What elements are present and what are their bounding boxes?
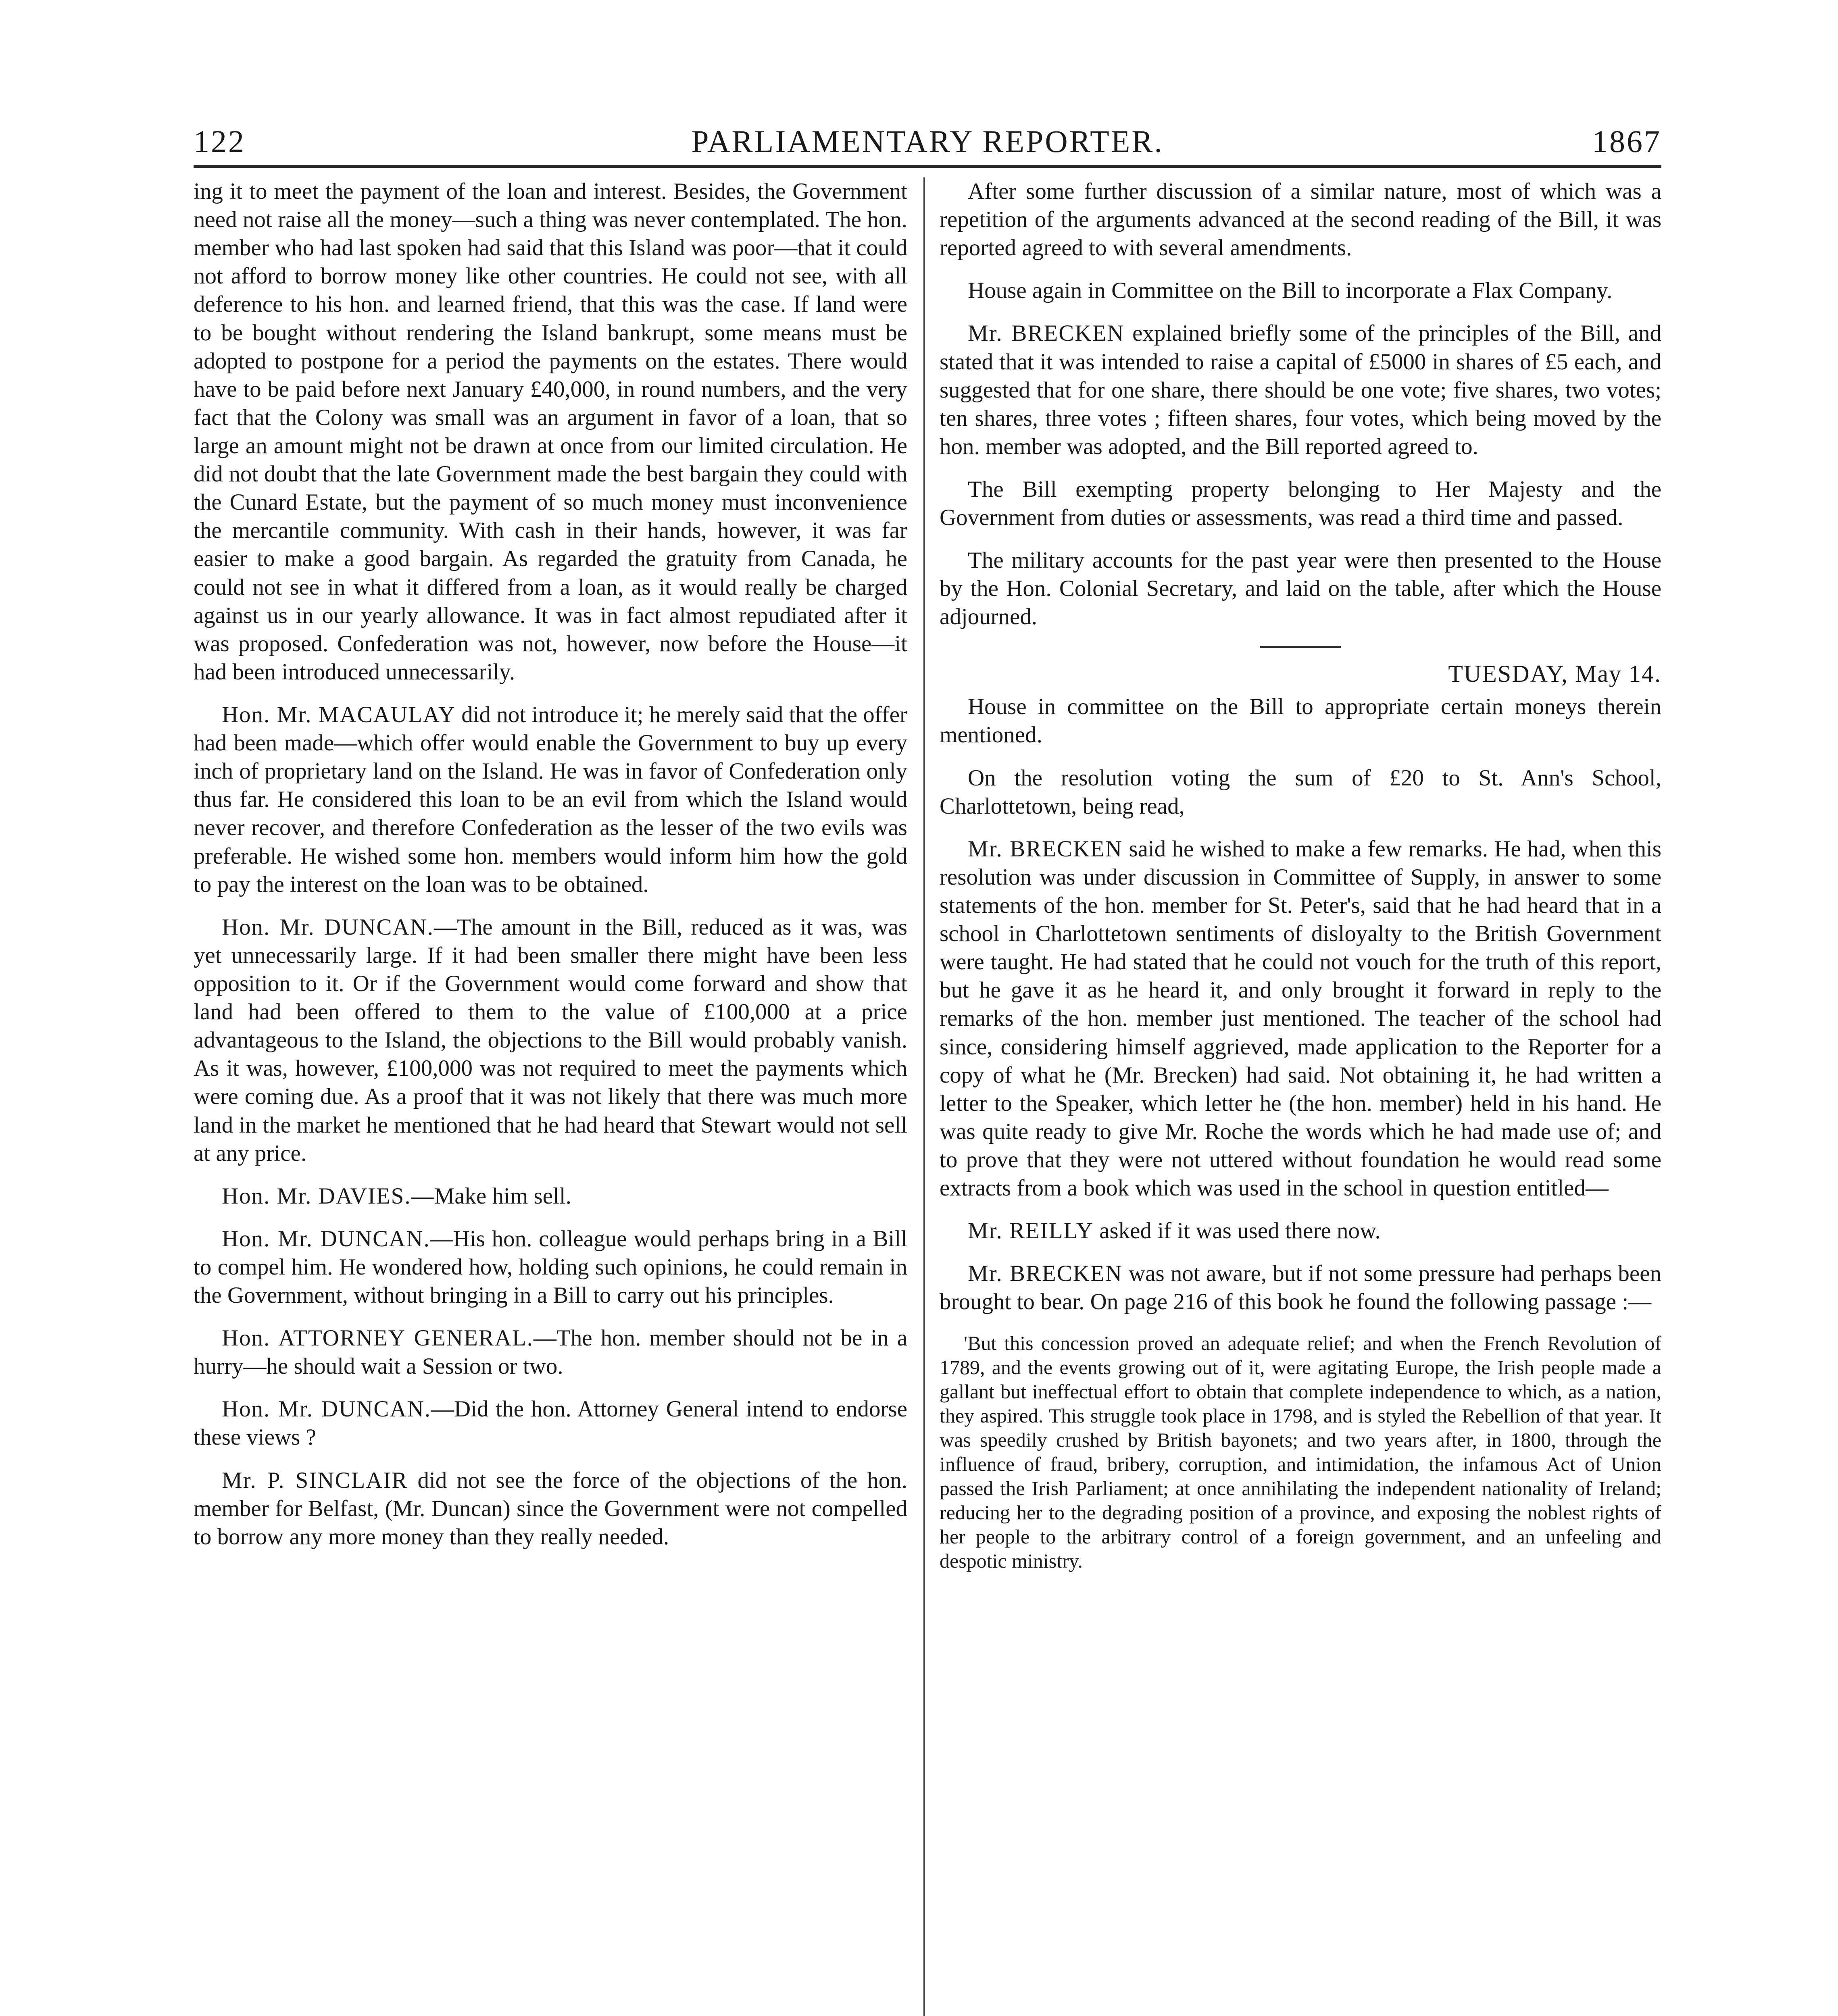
dateline: TUESDAY, May 14. xyxy=(1448,660,1661,687)
speaker-name: Hon. Mr. DUNCAN. xyxy=(222,1396,431,1422)
paragraph xyxy=(194,1395,907,1452)
paragraph xyxy=(194,1225,907,1310)
paragraph: House in committee on the Bill to appropriate certain moneys therein mentioned. xyxy=(940,694,1661,748)
publication-title: PARLIAMENTARY REPORTER. xyxy=(691,124,1164,159)
section-separator xyxy=(1260,646,1341,648)
speaker-name: Mr. BRECKEN xyxy=(968,836,1123,862)
paragraph xyxy=(940,835,1661,1202)
paragraph xyxy=(194,1466,907,1551)
speech-text: asked if it was used there now. xyxy=(1093,1218,1381,1244)
speech-text: did not see the force of the objections of the hon. member for Belfast, (Mr. Duncan) since the Government were not compelled to borrow any more money than they really needed. xyxy=(194,1467,907,1549)
paragraph: The military accounts for the past year were then presented to the House by the Hon. Colonial Secretary, and laid on the table, after which the House adjourned. xyxy=(940,548,1661,630)
speech-text: —Did the hon. Attorney General intend to endorse these views ? xyxy=(194,1396,907,1450)
speech-text: did not introduce it; he merely said that the offer had been made—which offer would enable the Government to buy up every inch of proprietary land on the Island. He was in favor of Confederation only thus far. He considered this loan to be an evil from which the Island would never recover, and therefore Confederation as the lesser of the two evils was preferable. He wished some hon. members would inform him how the gold to pay the interest on the loan was to be obtained. xyxy=(194,702,907,897)
paragraph xyxy=(940,1260,1661,1316)
paragraph xyxy=(940,319,1661,461)
speaker-name: Mr. BRECKEN xyxy=(968,321,1125,346)
paragraph xyxy=(940,1217,1661,1245)
speaker-name: Mr. REILLY xyxy=(968,1218,1094,1244)
speech-text: —Make him sell. xyxy=(411,1183,571,1209)
speaker-name: Hon. Mr. MACAULAY xyxy=(222,702,456,727)
paragraph: After some further discussion of a similar nature, most of which was a repetition of the arguments advanced at the second reading of the Bill, it was reported agreed to with several amendments. xyxy=(940,179,1661,261)
publication-year: 1867 xyxy=(1592,124,1661,159)
speech-text: explained briefly some of the principles of the Bill, and stated that it was intended to raise a capital of £5000 in shares of £5 each, and suggested that for one share, there should be one vote; five shares, two votes; ten shares, three votes ; fifteen shares, four votes, which being moved by the hon. member was adopted, and the Bill reported agreed to. xyxy=(940,321,1661,459)
speaker-name: Hon. ATTORNEY GENERAL. xyxy=(222,1325,534,1351)
speaker-name: Mr. BRECKEN xyxy=(968,1261,1123,1287)
page-header xyxy=(194,121,1661,168)
paragraph xyxy=(194,1324,907,1381)
speech-text: —The amount in the Bill, reduced as it was, was yet unnecessarily large. If it had been smaller there might have been less opposition to it. Or if the Government would come forward and show that land had been offered to them to the value of £100,000 at a price advantageous to the Island, the objections to the Bill would probably vanish. As it was, however, £100,000 was not required to meet the payments which were coming due. As a proof that it was not likely that there was much more land in the market he mentioned that he had heard that Stewart would not sell at any price. xyxy=(194,914,907,1166)
right-column xyxy=(940,177,1661,1573)
speech-text: was not aware, but if not some pressure had perhaps been brought to bear. On page 216 of this book he found the following passage :— xyxy=(940,1261,1661,1315)
speech-text: said he wished to make a few remarks. He had, when this resolution was under discussion in Committee of Supply, in answer to some statements of the hon. member for St. Peter's, said that he had heard that in a school in Charlottetown sentiments of disloyalty to the British Government were taught. He had stated that he could not vouch for the truth of this report, but he gave it as he heard it, and only brought it forward in reply to the remarks of the hon. member just mentioned. The teacher of the school had since, considering himself aggrieved, made application to the Reporter for a copy of what he (Mr. Brecken) had said. Not obtaining it, he had written a letter to the Speaker, which letter he (the hon. member) held in his hand. He was quite ready to give Mr. Roche the words which he had made use of; and to prove that they were not uttered without foundation he would read some extracts from a book which was used in the school in question entitled— xyxy=(940,836,1661,1201)
paragraph xyxy=(194,913,907,1168)
paragraph xyxy=(194,1182,907,1210)
quoted-passage: 'But this concession proved an adequate relief; and when the French Revolution of 1789, and the events growing out of it, were agitating Europe, the Irish people made a gallant but ineffectual effort to obtain that complete independence to which, as a nation, they aspired. This struggle took place in 1798, and is styled the Rebellion of that year. It was speedily crushed by British bayonets; and two years after, in 1800, through the influence of fraud, bribery, corruption, and intimidation, the infamous Act of Union passed the Irish Parliament; at once annihilating the independent nationality of Ireland; reducing her to the degrading position of a province, and exposing the noblest rights of her people to the arbitrary control of a foreign government, and an unfeeling and despotic ministry. xyxy=(940,1331,1661,1572)
speech-text: —The hon. member should not be in a hurry—he should wait a Session or two. xyxy=(194,1325,907,1379)
speaker-name: Hon. Mr. DUNCAN. xyxy=(222,1226,430,1252)
paragraph: ing it to meet the payment of the loan and interest. Besides, the Government need not raise all the money—such a thing was never contemplated. The hon. member who had last spoken had said that this Island was poor—that it could not afford to borrow money like other countries. He could not see, with all deference to his hon. and learned friend, that this was the case. If land were to be bought without rendering the Island bankrupt, some means must be adopted to postpone for a period the payments on the estates. There would have to be paid before next January £40,000, in round numbers, and the very fact that the Colony was small was an argument in favor of a loan, that so large an amount might not be drawn at once from our limited circulation. He did not doubt that the late Government made the best bargain they could with the Cunard Estate, but the payment of so much money must inconvenience the mercantile community. With cash in their hands, however, it was far easier to make a good bargain. As regarded the gratuity from Canada, he could not see in what it differed from a loan, as it would really be charged against us in our yearly allowance. It was in fact almost repudiated after it was proposed. Confederation was not, however, now before the House—it had been introduced unnecessarily. xyxy=(194,179,907,685)
speech-text: —His hon. colleague would perhaps bring in a Bill to compel him. He wondered how, holding such opinions, he could remain in the Government, without bringing in a Bill to carry out his principles. xyxy=(194,1226,907,1308)
paragraph: House again in Committee on the Bill to incorporate a Flax Company. xyxy=(968,278,1613,304)
left-column xyxy=(194,177,907,1566)
paragraph xyxy=(194,701,907,899)
speaker-name: Mr. P. SINCLAIR xyxy=(222,1467,408,1493)
column-divider xyxy=(923,177,925,2016)
speaker-name: Hon. Mr. DAVIES. xyxy=(222,1183,411,1209)
speaker-name: Hon. Mr. DUNCAN. xyxy=(222,914,434,940)
paragraph: On the resolution voting the sum of £20 to St. Ann's School, Charlottetown, being read, xyxy=(940,765,1661,819)
paragraph: The Bill exempting property belonging to Her Majesty and the Government from duties or assessments, was read a third time and passed. xyxy=(940,476,1661,531)
page-number: 122 xyxy=(194,124,246,159)
